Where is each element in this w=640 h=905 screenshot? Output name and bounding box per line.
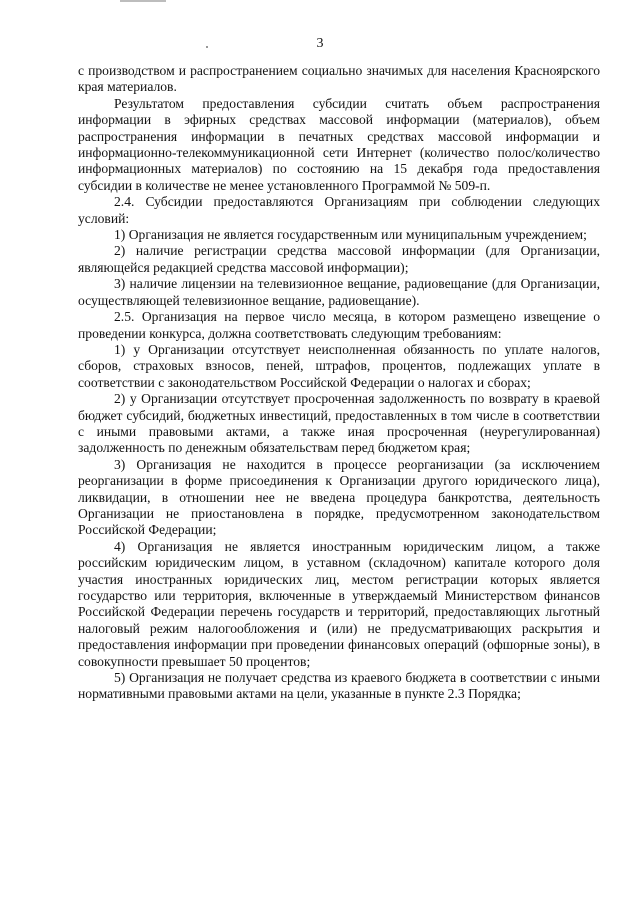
condition-2: 2) наличие регистрации средства массовой информации (для Организации, являющейся редакцией средства массовой информации); xyxy=(78,243,600,275)
requirement-2: 2) у Организации отсутствует просроченная задолженность по возврату в краевой бюджет субсидий, бюджетных инвестиций, предоставленных в том числе в соответствии с иными правовыми актами, а также иная просроченная (неурегулированная) задолженность по денежным обязательствам перед бюджетом края; xyxy=(78,391,600,456)
requirement-3: 3) Организация не находится в процессе реорганизации (за исключением реорганизации в форме присоединения к Организации другого юридического лица), ликвидации, в отношении нее не введена процедура банкротства, деятельность Организации не приостановлена в порядке, предусмотренном законодательством Российской Федерации; xyxy=(78,456,600,538)
requirement-5: 5) Организация не получает средства из краевого бюджета в соответствии с иными нормативными правовыми актами на цели, указанные в пункте 2.3 Порядка; xyxy=(78,670,600,702)
page-number: 3 xyxy=(316,36,324,51)
scan-artifact xyxy=(120,0,166,2)
paragraph-subsidy-result: Результатом предоставления субсидии считать объем распространения информации в эфирных средствах массовой информации (материалов), объем распространения информации в печатных средствах массовой информации и информационно-телекоммуникационной сети Интернет (количество полос/количество информационных материалов) по состоянию на 15 декабря года предоставления субсидии в количестве не менее установленного Программой № 509-п. xyxy=(78,95,600,193)
requirement-4: 4) Организация не является иностранным юридическим лицом, а также российским юридическим лицом, в уставном (складочном) капитале которого доля участия иностранных юридических лиц, местом регистрации которых является государство или территория, включенные в утверждаемый Министерством финансов Российской Федерации перечень государств и территорий, предоставляющих льготный налоговый режим налогообложения и (или) не предусматривающих раскрытия и предоставления информации при проведении финансовых операций (офшорные зоны), в совокупности превышает 50 процентов; xyxy=(78,538,600,669)
paragraph-2-4: 2.4. Субсидии предоставляются Организациям при соблюдении следующих условий: xyxy=(78,194,600,226)
requirement-1: 1) у Организации отсутствует неисполненная обязанность по уплате налогов, сборов, страховых взносов, пеней, штрафов, процентов, подлежащих уплате в соответствии с законодательством Российской Федерации о налогах и сборах; xyxy=(78,341,600,390)
paragraph-continuation: с производством и распространением социально значимых для населения Красноярского края материалов. xyxy=(78,63,600,95)
condition-1: 1) Организация не является государственным или муниципальным учреждением; xyxy=(114,227,587,243)
paragraph-2-5: 2.5. Организация на первое число месяца, в котором размещено извещение о проведении конкурса, должна соответствовать следующим требованиям: xyxy=(78,309,600,341)
condition-3: 3) наличие лицензии на телевизионное вещание, радиовещание (для Организации, осуществляющей телевизионное вещание, радиовещание). xyxy=(78,276,600,308)
document-body xyxy=(78,63,600,703)
